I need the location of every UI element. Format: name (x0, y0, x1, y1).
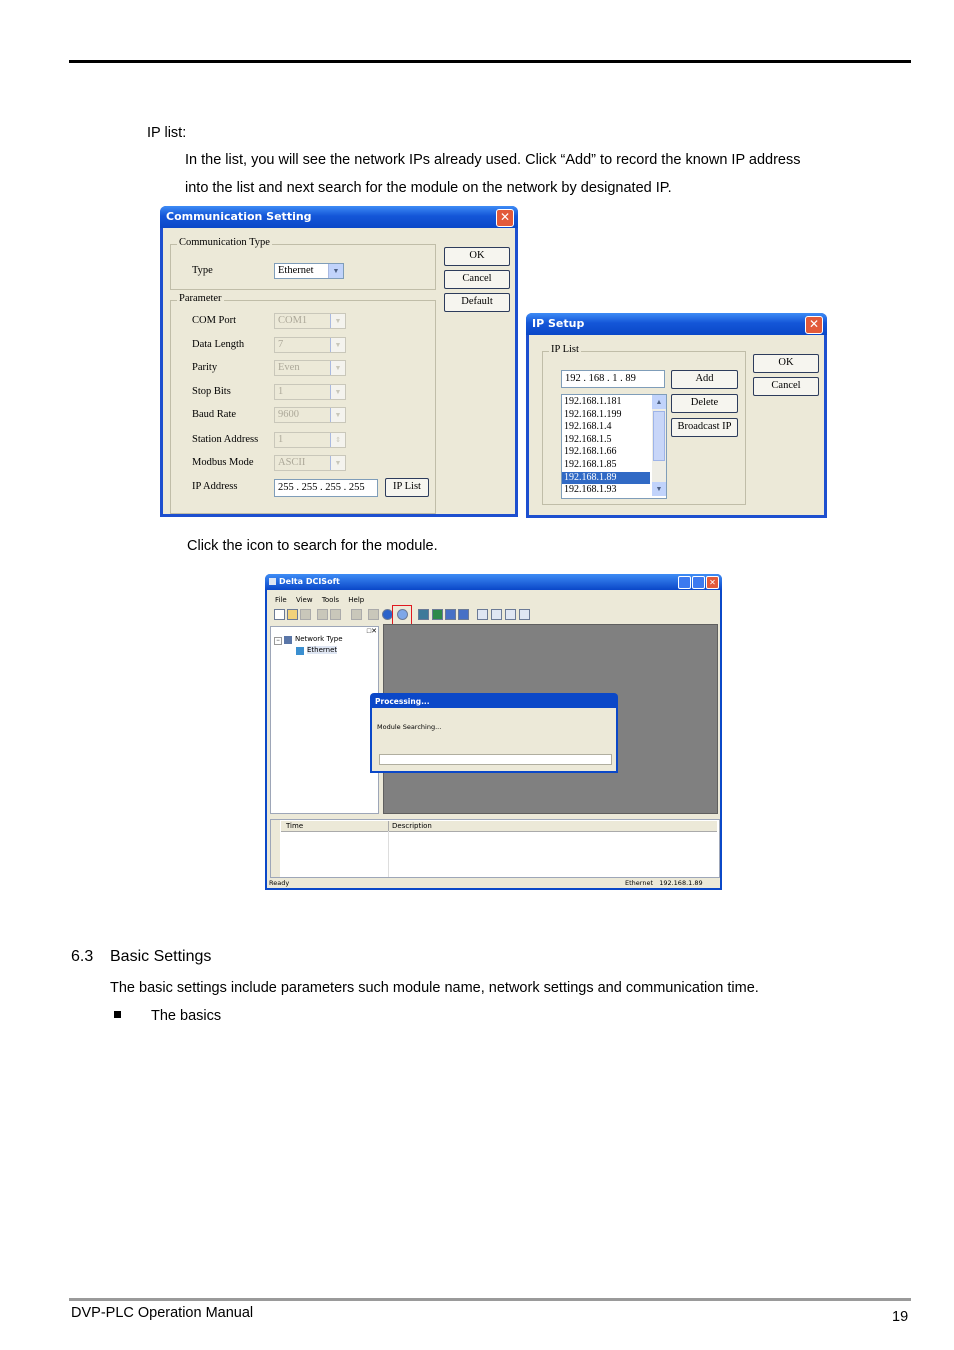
print-icon[interactable] (317, 609, 328, 620)
chevron-down-icon[interactable]: ▼ (330, 338, 345, 352)
communication-setting-dialog (160, 206, 518, 517)
menu-help[interactable]: Help (348, 596, 365, 604)
com-port-select[interactable] (274, 313, 346, 329)
list-item[interactable]: 192.168.1.199 (564, 408, 622, 420)
list-item[interactable]: 192.168.1.5 (564, 433, 612, 445)
data-length-value: 7 (278, 339, 284, 350)
ip-address-field[interactable]: 255 . 255 . 255 . 255 (274, 479, 378, 497)
search-caption: Click the icon to search for the module. (187, 538, 438, 554)
dialog-titlebar (160, 206, 518, 228)
close-icon[interactable]: ✕ (706, 576, 719, 589)
tree-panel (270, 626, 379, 814)
stop-bits-select[interactable] (274, 384, 346, 400)
comm-type-group (170, 237, 436, 290)
data-length-label: Data Length (192, 339, 245, 350)
baud-rate-select[interactable] (274, 407, 346, 423)
dialog-body (529, 335, 824, 515)
scrollbar[interactable] (652, 395, 666, 496)
footer-rule (69, 1298, 911, 1301)
network-icon (284, 636, 292, 644)
spinner-arrows-icon[interactable]: ⇕ (330, 433, 345, 447)
tree-panel-close-icon[interactable]: □✕ (366, 628, 377, 635)
menu-view[interactable]: View (295, 596, 313, 604)
station-address-value: 1 (278, 434, 284, 445)
processing-dialog (370, 693, 618, 773)
bullet-text: The basics (151, 1008, 222, 1024)
module-icon[interactable] (418, 609, 429, 620)
baud-rate-value: 9600 (278, 409, 299, 420)
list-icon[interactable] (491, 609, 502, 620)
new-icon[interactable] (274, 609, 285, 620)
app-client (267, 590, 720, 888)
parameter-legend: Parameter (179, 293, 222, 304)
dialog-titlebar (526, 313, 827, 335)
scroll-thumb[interactable] (653, 411, 665, 461)
iplist-heading: IP list: (147, 125, 187, 141)
toolbar (267, 606, 720, 624)
add-button[interactable]: Add (671, 370, 738, 389)
cancel-button[interactable]: Cancel (753, 377, 819, 396)
ip-list-legend: IP List (551, 344, 579, 355)
log-panel (270, 819, 720, 878)
config-icon[interactable] (432, 609, 443, 620)
type-select-value: Ethernet (278, 265, 314, 276)
section-title: Basic Settings (110, 948, 212, 965)
menu-file[interactable]: File (275, 596, 287, 604)
chevron-down-icon[interactable]: ▼ (330, 361, 345, 375)
tree-expand-icon[interactable]: − (274, 637, 282, 645)
log-header (281, 821, 717, 832)
modbus-mode-label: Modbus Mode (192, 457, 254, 468)
download-icon[interactable] (458, 609, 469, 620)
log-gutter (271, 820, 280, 877)
chevron-down-icon[interactable]: ▼ (330, 314, 345, 328)
list-item[interactable]: 192.168.1.181 (564, 396, 622, 407)
help-icon[interactable] (519, 609, 530, 620)
upload-icon[interactable] (445, 609, 456, 620)
broadcast-ip-button[interactable]: Broadcast IP (671, 418, 738, 437)
app-title: Delta DCISoft (279, 577, 340, 586)
default-button[interactable]: Default (444, 293, 510, 312)
scroll-up-icon[interactable]: ▲ (652, 395, 666, 409)
parity-select[interactable] (274, 360, 346, 376)
menubar (275, 596, 371, 604)
save-icon[interactable] (300, 609, 311, 620)
data-length-select[interactable] (274, 337, 346, 353)
list-item[interactable]: 192.168.1.93 (564, 484, 617, 496)
section-paragraph: The basic settings include parameters such module name, network settings and communication time. (110, 980, 759, 996)
app-titlebar (265, 574, 722, 590)
comm-type-legend: Communication Type (179, 237, 270, 248)
parity-value: Even (278, 362, 300, 373)
ip-input[interactable]: 192 . 168 . 1 . 89 (561, 370, 665, 388)
list-item[interactable]: 192.168.1.4 (564, 421, 612, 433)
com-port-value: COM1 (278, 315, 308, 326)
status-connection: Ethernet 192.168.1.89 (625, 879, 703, 887)
type-label: Type (192, 265, 213, 276)
modbus-mode-value: ASCII (278, 457, 306, 468)
window-icon[interactable] (505, 609, 516, 620)
tree-root-label[interactable]: Network Type (295, 635, 343, 643)
column-divider (388, 821, 389, 831)
parity-label: Parity (192, 362, 218, 373)
footer-manual-title: DVP-PLC Operation Manual (71, 1305, 254, 1321)
delete-button[interactable]: Delete (671, 394, 738, 413)
maximize-icon[interactable] (692, 576, 705, 589)
ip-list-button[interactable]: IP List (385, 478, 429, 497)
ip-address-label: IP Address (192, 481, 238, 492)
tree-child-label[interactable]: Ethernet (307, 646, 338, 654)
station-address-spinner[interactable] (274, 432, 346, 448)
iplist-paragraph-line2: into the list and next search for the module on the network by designated IP. (185, 180, 672, 196)
settings-icon[interactable] (368, 609, 379, 620)
processing-text: Module Searching... (377, 723, 442, 731)
progress-bar (379, 754, 612, 765)
list-item[interactable]: 192.168.1.89 (562, 472, 650, 485)
stop-bits-value: 1 (278, 386, 284, 397)
scroll-down-icon[interactable]: ▼ (652, 482, 666, 496)
preview-icon[interactable] (330, 609, 341, 620)
tile-icon[interactable] (477, 609, 488, 620)
ok-button[interactable]: OK (444, 247, 510, 266)
iplist-paragraph-line1: In the list, you will see the network IPs already used. Click “Add” to record the known IP address (185, 152, 801, 168)
ip-listbox[interactable] (561, 394, 667, 499)
app-icon (269, 578, 276, 585)
refresh-icon[interactable] (351, 609, 362, 620)
column-description[interactable]: Description (392, 822, 432, 830)
cancel-button[interactable]: Cancel (444, 270, 510, 289)
menu-tools[interactable]: Tools (321, 596, 340, 604)
dialog-body (163, 228, 515, 514)
parameter-group (170, 293, 436, 514)
type-select[interactable] (274, 263, 344, 279)
list-item[interactable]: 192.168.1.85 (564, 458, 617, 470)
chevron-down-icon[interactable]: ▼ (328, 264, 343, 278)
status-ready: Ready (269, 879, 290, 887)
open-icon[interactable] (287, 609, 298, 620)
log-column-line (388, 831, 389, 877)
processing-body (372, 708, 616, 771)
ip-list-group (542, 344, 746, 505)
modbus-mode-select[interactable] (274, 455, 346, 471)
ok-button[interactable]: OK (753, 354, 819, 373)
minimize-icon[interactable] (678, 576, 691, 589)
close-icon[interactable]: ✕ (805, 316, 823, 334)
processing-title: Processing... (375, 697, 430, 706)
dialog-title: Communication Setting (166, 210, 312, 223)
com-port-label: COM Port (192, 315, 237, 326)
station-address-label: Station Address (192, 434, 259, 445)
list-item[interactable]: 192.168.1.66 (564, 446, 617, 458)
bullet-square-icon (114, 1011, 121, 1018)
section-number: 6.3 (71, 948, 94, 965)
column-time[interactable]: Time (286, 822, 304, 830)
page-number: 19 (892, 1309, 909, 1325)
dcisoft-window (265, 574, 722, 890)
header-rule (69, 60, 911, 63)
close-icon[interactable]: ✕ (496, 209, 514, 227)
ip-setup-dialog (526, 313, 827, 518)
stop-bits-label: Stop Bits (192, 386, 231, 397)
baud-rate-label: Baud Rate (192, 409, 237, 420)
search-highlight-box (392, 605, 412, 625)
chevron-down-icon[interactable]: ▼ (330, 408, 345, 422)
dialog-title: IP Setup (532, 317, 585, 330)
ethernet-icon (296, 647, 304, 655)
chevron-down-icon[interactable]: ▼ (330, 456, 345, 470)
chevron-down-icon[interactable]: ▼ (330, 385, 345, 399)
